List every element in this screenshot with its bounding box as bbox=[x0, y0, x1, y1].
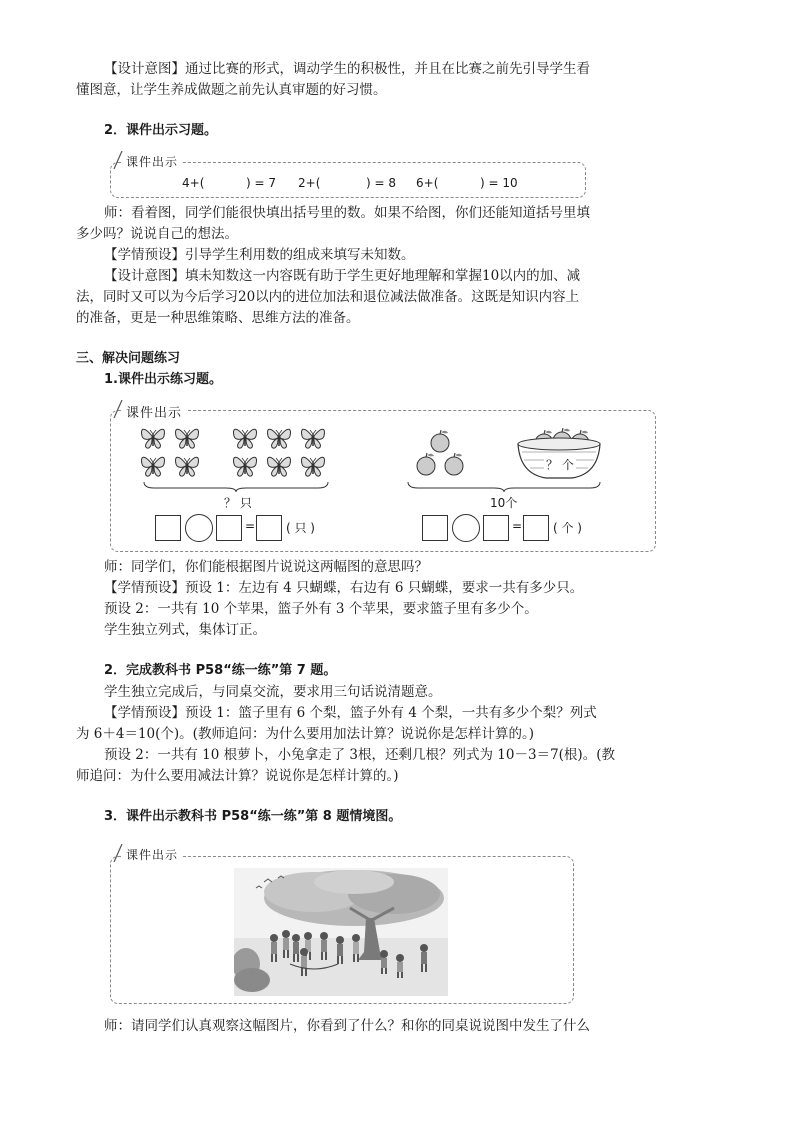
equation-2-left: 2+( bbox=[298, 176, 321, 190]
design-intent-line-2: 懂图意，让学生养成做题之前先认真审题的好习惯。 bbox=[76, 82, 387, 98]
item-2b-line-2: 【学情预设】预设 1：篮子里有 6 个梨，篮子外有 4 个梨，一共有多少个梨？列式 bbox=[104, 705, 597, 721]
item-2b-line-4: 预设 2：一共有 10 根萝卜，小兔拿走了 3根，还剩几根？列式为 10－3＝7(根)。(教 bbox=[104, 747, 615, 763]
tag-slash-icon bbox=[113, 844, 123, 862]
right-equals: = bbox=[512, 519, 523, 533]
equation-1-right: ) = 7 bbox=[246, 176, 276, 190]
right-box-1 bbox=[422, 515, 448, 541]
discussion-teacher: 师：同学们，你们能根据图片说说这两幅图的意思吗？ bbox=[104, 559, 428, 575]
left-circle-operator bbox=[185, 514, 213, 542]
courseware-tag-text: 课件出示 bbox=[126, 155, 179, 169]
teacher-line-1: 师：看着图，同学们能很快填出括号里的数。如果不给图，你们还能知道括号里填 bbox=[104, 205, 590, 221]
equation-3-left: 6+( bbox=[416, 176, 439, 190]
courseware-tag-text: 课件出示 bbox=[126, 406, 183, 421]
closing-line-1: 师：请同学们认真观察这幅图片，你看到了什么？和你的同桌说说图中发生了什么 bbox=[104, 1018, 590, 1034]
courseware-tag-3 bbox=[122, 846, 182, 863]
right-circle-operator bbox=[452, 514, 480, 542]
equation-1-left: 4+( bbox=[182, 176, 205, 190]
left-equals: = bbox=[245, 519, 256, 533]
butterflies-illustration bbox=[140, 424, 332, 480]
scene-illustration bbox=[234, 868, 448, 996]
left-box-result bbox=[256, 515, 282, 541]
item-2b-line-1: 学生独立完成后，与同桌交流，要求用三句话说清题意。 bbox=[104, 684, 442, 700]
item-2-heading: 2．课件出示习题。 bbox=[104, 123, 218, 138]
equation-3-right: ) = 10 bbox=[480, 176, 518, 190]
design-intent-line-1: 【设计意图】通过比赛的形式，调动学生的积极性，并且在比赛之前先引导学生看 bbox=[104, 61, 590, 77]
courseware-tag-text: 课件出示 bbox=[126, 848, 179, 862]
right-total-label: 10个 bbox=[490, 496, 518, 510]
courseware-tag-2 bbox=[122, 402, 186, 421]
teacher-line-2: 多少吗？说说自己的想法。 bbox=[76, 226, 238, 242]
equation-2-right: ) = 8 bbox=[366, 176, 396, 190]
courseware-tag-1 bbox=[122, 153, 182, 170]
item-2b-line-3: 为 6＋4＝10(个)。(教师追问：为什么要用加法计算？说说你是怎样计算的。) bbox=[76, 726, 534, 742]
left-question-label: ？ 只 bbox=[224, 496, 252, 510]
intent-line-1: 【设计意图】填未知数这一内容既有助于学生更好地理解和掌握10以内的加、减 bbox=[104, 268, 581, 284]
basket-question-label: ？ 个 bbox=[546, 458, 574, 472]
item-3-heading: 3．课件出示教科书 P58“练一练”第 8 题情境图。 bbox=[104, 809, 402, 824]
item-2b-heading: 2．完成教科书 P58“练一练”第 7 题。 bbox=[104, 663, 337, 678]
right-box-result bbox=[523, 515, 549, 541]
left-unit: ( 只 ) bbox=[286, 521, 315, 535]
discussion-independent: 学生独立列式，集体订正。 bbox=[104, 622, 266, 638]
right-brace bbox=[406, 480, 602, 492]
tag-slash-icon bbox=[113, 400, 123, 418]
section-3-sub-1: 1.课件出示练习题。 bbox=[104, 372, 222, 387]
left-box-2 bbox=[216, 515, 242, 541]
section-3-heading: 三、解决问题练习 bbox=[76, 351, 181, 366]
intent-line-3: 的准备，更是一种思维策略、思维方法的准备。 bbox=[76, 310, 360, 326]
right-box-2 bbox=[483, 515, 509, 541]
left-box-1 bbox=[155, 515, 181, 541]
discussion-preset-1: 【学情预设】预设 1：左边有 4 只蝴蝶，右边有 6 只蝴蝶，要求一共有多少只。 bbox=[104, 580, 584, 596]
left-brace bbox=[142, 480, 330, 492]
discussion-preset-2: 预设 2：一共有 10 个苹果，篮子外有 3 个苹果，要求篮子里有多少个。 bbox=[104, 601, 538, 617]
apples-basket-illustration bbox=[412, 422, 604, 484]
right-unit: ( 个 ) bbox=[553, 521, 582, 535]
tag-slash-icon bbox=[113, 151, 123, 169]
item-2b-line-5: 师追问：为什么要用减法计算？说说你是怎样计算的。) bbox=[76, 768, 399, 784]
preset-line: 【学情预设】引导学生利用数的组成来填写未知数。 bbox=[104, 247, 415, 263]
intent-line-2: 法，同时又可以为今后学习20以内的进位加法和退位减法做准备。这既是知识内容上 bbox=[76, 289, 580, 305]
